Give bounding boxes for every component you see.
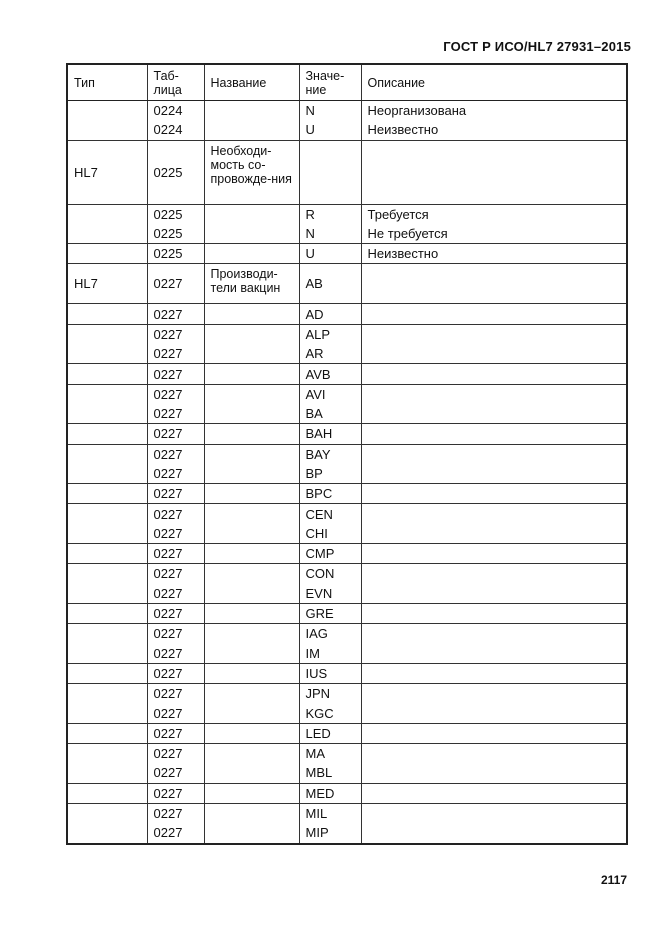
cell-table: 0227 xyxy=(147,703,204,723)
cell-value: AR xyxy=(299,344,361,364)
cell-name xyxy=(204,120,299,140)
cell-description xyxy=(361,763,627,783)
cell-type xyxy=(67,823,147,843)
cell-table: 0224 xyxy=(147,101,204,121)
table-row xyxy=(67,644,627,664)
cell-value: CHI xyxy=(299,524,361,544)
cell-table: 0227 xyxy=(147,584,204,604)
table-row xyxy=(67,204,627,224)
cell-name xyxy=(204,603,299,623)
cell-name xyxy=(204,484,299,504)
cell-type xyxy=(67,384,147,404)
cell-name xyxy=(204,244,299,264)
cell-type xyxy=(67,444,147,464)
table-row xyxy=(67,304,627,324)
cell-type xyxy=(67,564,147,584)
cell-description xyxy=(361,444,627,464)
cell-name xyxy=(204,823,299,843)
cell-table: 0227 xyxy=(147,344,204,364)
cell-table: 0227 xyxy=(147,803,204,823)
table-row xyxy=(67,140,627,204)
column-header-name: Название xyxy=(204,64,299,101)
column-header-description: Описание xyxy=(361,64,627,101)
table-row xyxy=(67,120,627,140)
cell-table: 0227 xyxy=(147,504,204,524)
cell-value xyxy=(299,140,361,204)
cell-value: N xyxy=(299,224,361,244)
cell-value: BA xyxy=(299,404,361,424)
column-header-table xyxy=(147,64,204,101)
table-row xyxy=(67,324,627,344)
cell-type xyxy=(67,684,147,704)
cell-name xyxy=(204,504,299,524)
cell-value: CEN xyxy=(299,504,361,524)
cell-name xyxy=(204,324,299,344)
cell-name xyxy=(204,224,299,244)
cell-value: GRE xyxy=(299,603,361,623)
cell-value: AVI xyxy=(299,384,361,404)
cell-description xyxy=(361,703,627,723)
cell-description xyxy=(361,464,627,484)
cell-name: Необходи-мость со-провожде-ния xyxy=(204,140,299,204)
cell-table: 0225 xyxy=(147,244,204,264)
cell-type xyxy=(67,484,147,504)
cell-type xyxy=(67,304,147,324)
cell-name xyxy=(204,564,299,584)
cell-type xyxy=(67,524,147,544)
table-row xyxy=(67,264,627,304)
table-row xyxy=(67,803,627,823)
cell-value: EVN xyxy=(299,584,361,604)
cell-value: R xyxy=(299,204,361,224)
cell-type xyxy=(67,504,147,524)
document-code: ГОСТ Р ИСО/HL7 27931–2015 xyxy=(443,39,631,54)
cell-description xyxy=(361,504,627,524)
cell-value: JPN xyxy=(299,684,361,704)
cell-table: 0227 xyxy=(147,644,204,664)
cell-table: 0227 xyxy=(147,763,204,783)
cell-name xyxy=(204,624,299,644)
cell-description xyxy=(361,823,627,843)
cell-value: MIP xyxy=(299,823,361,843)
table-row xyxy=(67,524,627,544)
table-row xyxy=(67,703,627,723)
cell-value: CON xyxy=(299,564,361,584)
cell-table: 0227 xyxy=(147,684,204,704)
table-row xyxy=(67,444,627,464)
cell-name xyxy=(204,584,299,604)
cell-value: AD xyxy=(299,304,361,324)
table-row xyxy=(67,364,627,384)
table-row xyxy=(67,224,627,244)
column-header-type: Тип xyxy=(67,64,147,101)
cell-table: 0225 xyxy=(147,224,204,244)
cell-name xyxy=(204,384,299,404)
cell-value: KGC xyxy=(299,703,361,723)
table-row xyxy=(67,744,627,764)
table-row xyxy=(67,544,627,564)
table-row xyxy=(67,723,627,743)
cell-description: Неизвестно xyxy=(361,120,627,140)
cell-table: 0227 xyxy=(147,663,204,683)
cell-table: 0227 xyxy=(147,424,204,444)
cell-value: U xyxy=(299,244,361,264)
cell-name xyxy=(204,404,299,424)
cell-type xyxy=(67,101,147,121)
cell-table: 0227 xyxy=(147,564,204,584)
cell-name xyxy=(204,524,299,544)
cell-description xyxy=(361,783,627,803)
table-row xyxy=(67,823,627,843)
table-row xyxy=(67,384,627,404)
cell-type xyxy=(67,224,147,244)
cell-table: 0225 xyxy=(147,140,204,204)
cell-type: HL7 xyxy=(67,264,147,304)
column-header-table-line1: Таб- xyxy=(153,68,179,83)
cell-name xyxy=(204,744,299,764)
cell-table: 0227 xyxy=(147,264,204,304)
cell-name xyxy=(204,684,299,704)
cell-name xyxy=(204,644,299,664)
cell-table: 0227 xyxy=(147,783,204,803)
cell-table: 0225 xyxy=(147,204,204,224)
cell-description xyxy=(361,304,627,324)
table-body xyxy=(67,101,627,844)
cell-type xyxy=(67,803,147,823)
table-row xyxy=(67,763,627,783)
cell-type xyxy=(67,703,147,723)
cell-table: 0224 xyxy=(147,120,204,140)
cell-description xyxy=(361,264,627,304)
cell-value: MA xyxy=(299,744,361,764)
cell-type xyxy=(67,464,147,484)
cell-value: BPC xyxy=(299,484,361,504)
cell-value: AVB xyxy=(299,364,361,384)
cell-name xyxy=(204,304,299,324)
cell-description xyxy=(361,324,627,344)
cell-name xyxy=(204,763,299,783)
cell-value: CMP xyxy=(299,544,361,564)
cell-table: 0227 xyxy=(147,723,204,743)
cell-description xyxy=(361,723,627,743)
table-header-row xyxy=(67,64,627,101)
cell-name xyxy=(204,344,299,364)
table-row xyxy=(67,244,627,264)
column-header-value-line1: Значе- xyxy=(305,68,345,83)
cell-description xyxy=(361,544,627,564)
cell-description xyxy=(361,384,627,404)
column-header-value-line2: ние xyxy=(305,82,327,97)
cell-description xyxy=(361,624,627,644)
cell-type xyxy=(67,624,147,644)
cell-value: N xyxy=(299,101,361,121)
cell-type xyxy=(67,364,147,384)
cell-description: Неорганизована xyxy=(361,101,627,121)
cell-name xyxy=(204,663,299,683)
table-row xyxy=(67,684,627,704)
table-row xyxy=(67,624,627,644)
cell-description xyxy=(361,344,627,364)
cell-type xyxy=(67,344,147,364)
cell-value: MIL xyxy=(299,803,361,823)
cell-description: Требуется xyxy=(361,204,627,224)
cell-value: IUS xyxy=(299,663,361,683)
cell-type xyxy=(67,204,147,224)
cell-name xyxy=(204,464,299,484)
cell-table: 0227 xyxy=(147,544,204,564)
cell-value: ALP xyxy=(299,324,361,344)
cell-table: 0227 xyxy=(147,823,204,843)
cell-name xyxy=(204,364,299,384)
cell-type xyxy=(67,584,147,604)
cell-name xyxy=(204,544,299,564)
table-row xyxy=(67,101,627,121)
column-header-table-line2: лица xyxy=(153,82,182,97)
table-row xyxy=(67,424,627,444)
table-row xyxy=(67,564,627,584)
table-row xyxy=(67,504,627,524)
cell-type xyxy=(67,744,147,764)
cell-name xyxy=(204,424,299,444)
cell-name xyxy=(204,204,299,224)
cell-description xyxy=(361,364,627,384)
cell-description xyxy=(361,140,627,204)
cell-type xyxy=(67,783,147,803)
cell-table: 0227 xyxy=(147,603,204,623)
cell-description xyxy=(361,744,627,764)
cell-type xyxy=(67,244,147,264)
cell-value: AB xyxy=(299,264,361,304)
cell-type: HL7 xyxy=(67,140,147,204)
cell-description xyxy=(361,484,627,504)
table-row xyxy=(67,464,627,484)
cell-table: 0227 xyxy=(147,384,204,404)
cell-value: U xyxy=(299,120,361,140)
cell-description: Не требуется xyxy=(361,224,627,244)
cell-table: 0227 xyxy=(147,364,204,384)
cell-value: LED xyxy=(299,723,361,743)
cell-name xyxy=(204,723,299,743)
cell-description xyxy=(361,684,627,704)
table-row xyxy=(67,404,627,424)
table-row xyxy=(67,603,627,623)
cell-description xyxy=(361,603,627,623)
cell-value: MED xyxy=(299,783,361,803)
cell-type xyxy=(67,324,147,344)
cell-table: 0227 xyxy=(147,304,204,324)
cell-table: 0227 xyxy=(147,324,204,344)
table-row xyxy=(67,584,627,604)
cell-description xyxy=(361,584,627,604)
cell-value: IAG xyxy=(299,624,361,644)
cell-type xyxy=(67,723,147,743)
cell-name xyxy=(204,101,299,121)
cell-table: 0227 xyxy=(147,464,204,484)
code-table xyxy=(66,63,628,845)
cell-description xyxy=(361,803,627,823)
cell-type xyxy=(67,120,147,140)
cell-table: 0227 xyxy=(147,404,204,424)
table-row xyxy=(67,663,627,683)
cell-type xyxy=(67,763,147,783)
cell-name: Производи-тели вакцин xyxy=(204,264,299,304)
cell-table: 0227 xyxy=(147,524,204,544)
cell-description xyxy=(361,644,627,664)
page-number: 2117 xyxy=(600,873,627,887)
cell-name xyxy=(204,783,299,803)
cell-description xyxy=(361,524,627,544)
cell-name xyxy=(204,803,299,823)
cell-table: 0227 xyxy=(147,444,204,464)
cell-value: BP xyxy=(299,464,361,484)
cell-name xyxy=(204,444,299,464)
table-row xyxy=(67,783,627,803)
cell-type xyxy=(67,663,147,683)
cell-name xyxy=(204,703,299,723)
column-header-value xyxy=(299,64,361,101)
cell-table: 0227 xyxy=(147,484,204,504)
cell-description xyxy=(361,564,627,584)
table-row xyxy=(67,484,627,504)
cell-value: IM xyxy=(299,644,361,664)
cell-table: 0227 xyxy=(147,624,204,644)
cell-description xyxy=(361,424,627,444)
cell-type xyxy=(67,603,147,623)
cell-type xyxy=(67,644,147,664)
cell-table: 0227 xyxy=(147,744,204,764)
table-row xyxy=(67,344,627,364)
cell-description: Неизвестно xyxy=(361,244,627,264)
cell-value: MBL xyxy=(299,763,361,783)
cell-description xyxy=(361,404,627,424)
cell-type xyxy=(67,424,147,444)
cell-type xyxy=(67,404,147,424)
cell-type xyxy=(67,544,147,564)
cell-description xyxy=(361,663,627,683)
cell-value: BAH xyxy=(299,424,361,444)
cell-value: BAY xyxy=(299,444,361,464)
